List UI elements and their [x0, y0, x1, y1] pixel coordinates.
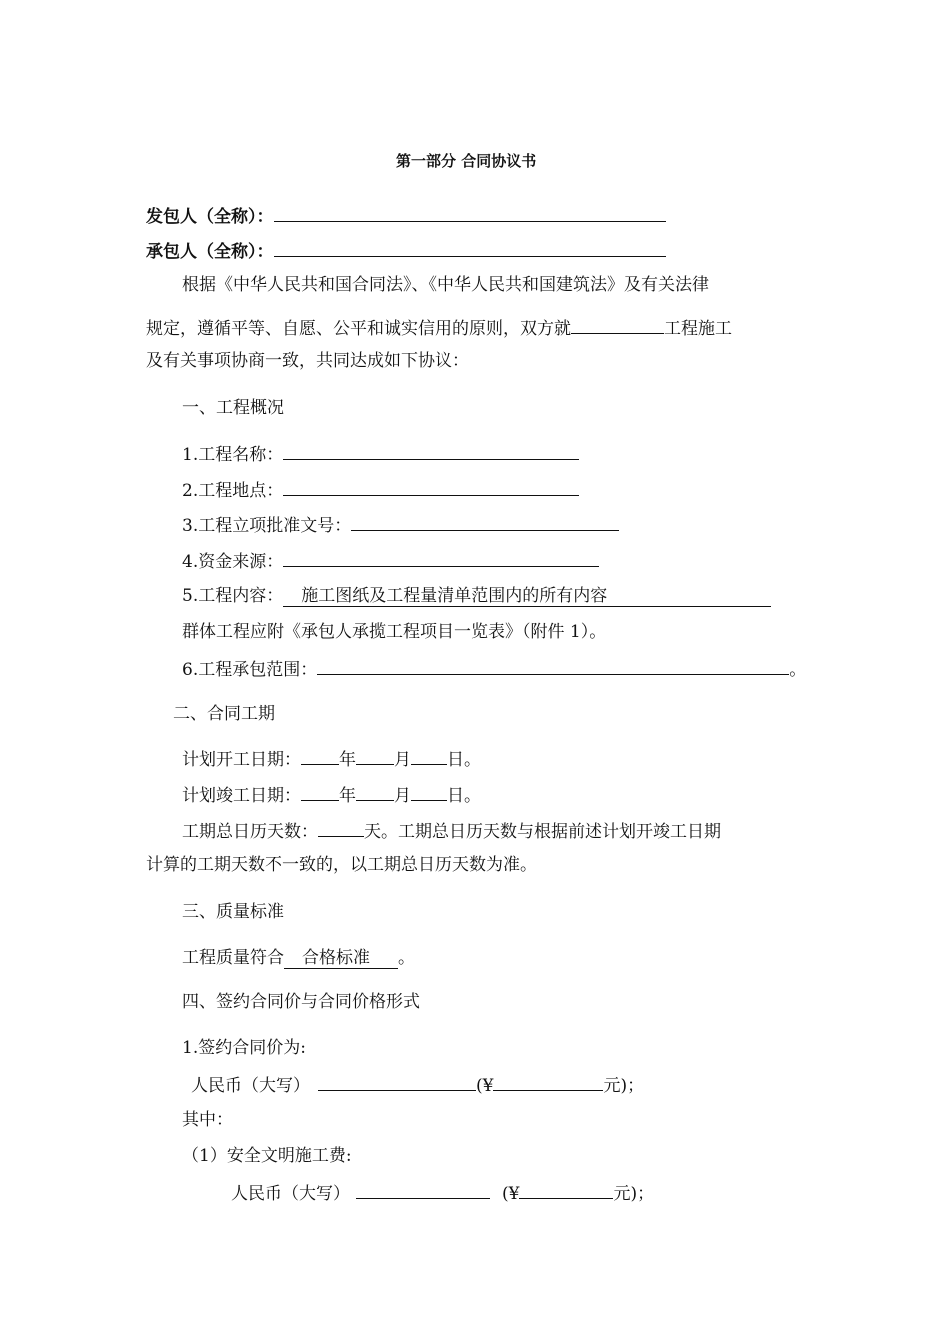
contract-price-row: [191, 1072, 644, 1098]
item-project-content: [182, 584, 771, 608]
day-label: 日。: [447, 786, 481, 806]
total-days-label: 工期总日历天数：: [182, 822, 318, 842]
total-days-text: 天。工期总日历天数与根据前述计划开竣工日期: [364, 822, 721, 842]
month-label: 月: [394, 786, 411, 806]
total-days-line-2: 计算的工期天数不一致的，以工期总日历天数为准。: [146, 855, 537, 875]
among-label: 其中：: [182, 1110, 233, 1130]
safety-fee-heading: （1）安全文明施工费:: [182, 1146, 352, 1166]
quality-text: 工程质量符合: [182, 948, 284, 968]
fund-source-blank[interactable]: [283, 548, 599, 567]
month-label: 月: [394, 750, 411, 770]
total-days-row: [182, 818, 721, 844]
year-label: 年: [339, 750, 356, 770]
item-approval-number: [182, 512, 619, 538]
employer-label: 发包人（全称）：: [146, 207, 274, 227]
planned-start-label: 计划开工日期：: [182, 750, 301, 770]
yen-open: (¥: [476, 1076, 494, 1096]
quality-standard-value[interactable]: 合格标准: [284, 948, 398, 969]
yuan-close: 元)；: [603, 1076, 645, 1096]
contractor-name-blank[interactable]: [274, 238, 666, 257]
project-content-label: 5.工程内容：: [182, 586, 284, 606]
contract-price-heading: 1.签约合同价为:: [182, 1038, 306, 1058]
quality-row: [182, 946, 415, 970]
intro-line-2: [146, 315, 732, 341]
intro-line-2-text: 规定，遵循平等、自愿、公平和诚实信用的原则，双方就: [146, 319, 571, 339]
finish-day-blank[interactable]: [411, 782, 447, 801]
day-label: 日。: [447, 750, 481, 770]
start-day-blank[interactable]: [411, 746, 447, 765]
page-title: 第一部分 合同协议书: [396, 152, 537, 170]
yuan-close-2: 元)；: [613, 1184, 655, 1204]
item-project-location: [182, 477, 579, 503]
item-scope: [182, 656, 806, 682]
approval-number-blank[interactable]: [351, 512, 619, 531]
total-days-blank[interactable]: [318, 818, 364, 837]
item-fund-source: [182, 548, 599, 574]
section-2-heading: 二、合同工期: [173, 704, 275, 724]
employer-name-blank[interactable]: [274, 203, 666, 222]
price-words-blank[interactable]: [318, 1072, 476, 1091]
safety-amount-blank[interactable]: [519, 1180, 613, 1199]
project-location-label: 2.工程地点：: [182, 481, 284, 501]
project-location-blank[interactable]: [283, 477, 579, 496]
start-month-blank[interactable]: [356, 746, 394, 765]
approval-number-label: 3.工程立项批准文号：: [182, 516, 352, 536]
scope-end: 。: [789, 660, 807, 680]
employer-row: [146, 203, 666, 229]
intro-line-3: 及有关事项协商一致，共同达成如下协议：: [146, 351, 469, 371]
item-project-name: [182, 441, 579, 467]
fund-source-label: 4.资金来源：: [182, 552, 284, 572]
price-amount-blank[interactable]: [493, 1072, 603, 1091]
contractor-row: [146, 238, 666, 264]
finish-year-blank[interactable]: [301, 782, 339, 801]
project-name-label: 1.工程名称：: [182, 445, 284, 465]
intro-line-1: 根据《中华人民共和国合同法》、《中华人民共和国建筑法》及有关法律: [182, 275, 709, 295]
scope-label: 6.工程承包范围：: [182, 660, 318, 680]
section-4-heading: 四、签约合同价与合同价格形式: [182, 992, 420, 1012]
section-3-heading: 三、质量标准: [182, 902, 284, 922]
start-year-blank[interactable]: [301, 746, 339, 765]
safety-words-blank[interactable]: [356, 1180, 490, 1199]
safety-fee-row: [231, 1180, 654, 1206]
planned-finish-row: [182, 782, 481, 808]
scope-blank[interactable]: [317, 656, 789, 675]
group-project-note: 群体工程应附《承包人承揽工程项目一览表》（附件 1）。: [182, 622, 607, 642]
contractor-label: 承包人（全称）：: [146, 242, 274, 262]
project-name-blank[interactable]: [283, 441, 579, 460]
rmb-label-2: 人民币（大写）: [231, 1184, 350, 1204]
project-blank[interactable]: [571, 315, 664, 334]
planned-finish-label: 计划竣工日期：: [182, 786, 301, 806]
quality-end: 。: [398, 948, 415, 968]
project-content-value[interactable]: 施工图纸及工程量清单范围内的所有内容: [283, 586, 771, 607]
finish-month-blank[interactable]: [356, 782, 394, 801]
yen-open-2: (¥: [502, 1184, 520, 1204]
year-label: 年: [339, 786, 356, 806]
rmb-label: 人民币（大写）: [191, 1076, 310, 1096]
planned-start-row: [182, 746, 481, 772]
intro-line-2-end: 工程施工: [664, 319, 732, 339]
section-1-heading: 一、工程概况: [182, 398, 284, 418]
